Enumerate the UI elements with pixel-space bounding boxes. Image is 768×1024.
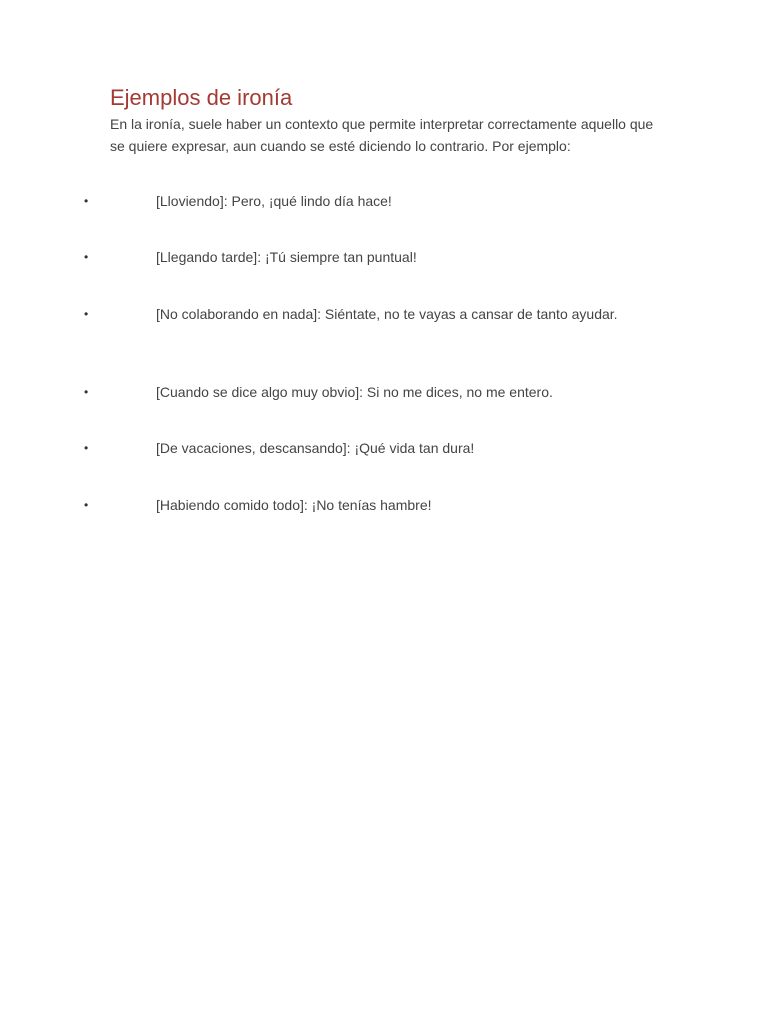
example-text: [Cuando se dice algo muy obvio]: Si no me dices, no me entero. <box>156 384 553 400</box>
list-item <box>84 190 630 212</box>
bullet-icon: • <box>84 194 89 208</box>
page-title: Ejemplos de ironía <box>110 85 293 110</box>
list-item <box>84 381 630 403</box>
example-text: [No colaborando en nada]: Siéntate, no te vayas a cansar de tanto ayudar. <box>156 306 618 322</box>
bullet-icon: • <box>84 307 89 321</box>
list-item <box>84 303 630 325</box>
bullet-icon: • <box>84 385 89 399</box>
example-text: [De vacaciones, descansando]: ¡Qué vida tan dura! <box>156 440 475 456</box>
example-text: [Habiendo comido todo]: ¡No tenías hambre! <box>156 497 432 513</box>
list-item <box>84 437 630 459</box>
example-text: [Lloviendo]: Pero, ¡qué lindo día hace! <box>156 193 392 209</box>
bullet-icon: • <box>84 441 89 455</box>
list-item <box>84 494 630 516</box>
bullet-icon: • <box>84 498 89 512</box>
bullet-icon: • <box>84 250 89 264</box>
list-item <box>84 246 630 268</box>
intro-paragraph: En la ironía, suele haber un contexto que permite interpretar correctamente aquello que se quiere expresar, aun cuando se esté diciendo lo contrario. Por ejemplo: <box>110 116 654 154</box>
example-text: [Llegando tarde]: ¡Tú siempre tan puntual! <box>156 249 417 265</box>
